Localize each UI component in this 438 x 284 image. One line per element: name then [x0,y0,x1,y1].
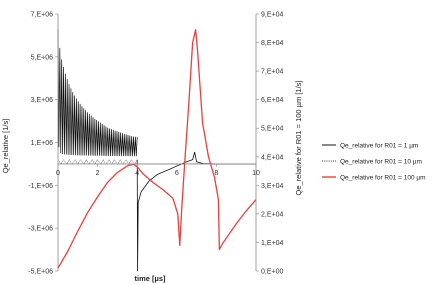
y-right-tick-label: 8,E+04 [261,40,284,48]
y-left-tick-label: -5,E+06 [28,268,53,276]
x-tick-label: 6 [174,169,179,177]
y-left-tick-label: -3,E+06 [28,225,53,233]
y-left-tick-label: 5,E+06 [30,54,53,62]
y-right-tick-label: 7,E+04 [261,68,284,76]
y-right-tick-label: 5,E+04 [261,125,284,133]
y-right-tick-label: 1,E+04 [261,239,284,247]
x-tick-label: 8 [214,169,219,177]
y-right-tick-label: 2,E+04 [261,211,284,219]
x-axis-label: time [µs] [134,274,166,283]
x-tick-label: 2 [95,169,100,177]
y-right-tick-label: 4,E+04 [261,154,284,162]
legend-entry: Qe_relative for R01 = 10 µm [340,158,422,166]
y-left-tick-label: -1,E+06 [28,182,53,190]
y-right-tick-label: 6,E+04 [261,97,284,105]
right-y-axis [256,12,283,276]
y-right-tick-label: 0,E+00 [261,268,284,276]
series-1-line [137,152,256,271]
x-tick-label: 10 [252,169,260,177]
y-axis-left-label: Qe_relative [1/s] [1,118,10,174]
series-3-line [58,30,256,268]
legend-entry: Qe_relative for R01 = 100 µm [340,174,426,182]
series-1-oscillation [58,29,137,156]
y-right-tick-label: 9,E+04 [261,11,284,19]
y-left-tick-label: 7,E+06 [30,11,53,19]
legend-entry: Qe_relative for R01 = 1 µm [340,142,419,150]
plot-area [58,29,256,271]
x-tick-label: 0 [56,169,60,177]
x-axis [56,164,260,177]
y-axis-right-label: Qe_relative for R01 = 100 µm [1/s] [294,80,303,196]
left-y-axis [28,12,58,276]
y-left-tick-label: 1,E+06 [30,140,53,147]
legend [322,142,426,181]
x-tick-label: 4 [135,169,140,177]
y-right-tick-label: 3,E+04 [261,182,284,190]
y-left-tick-label: 3,E+06 [30,97,53,105]
